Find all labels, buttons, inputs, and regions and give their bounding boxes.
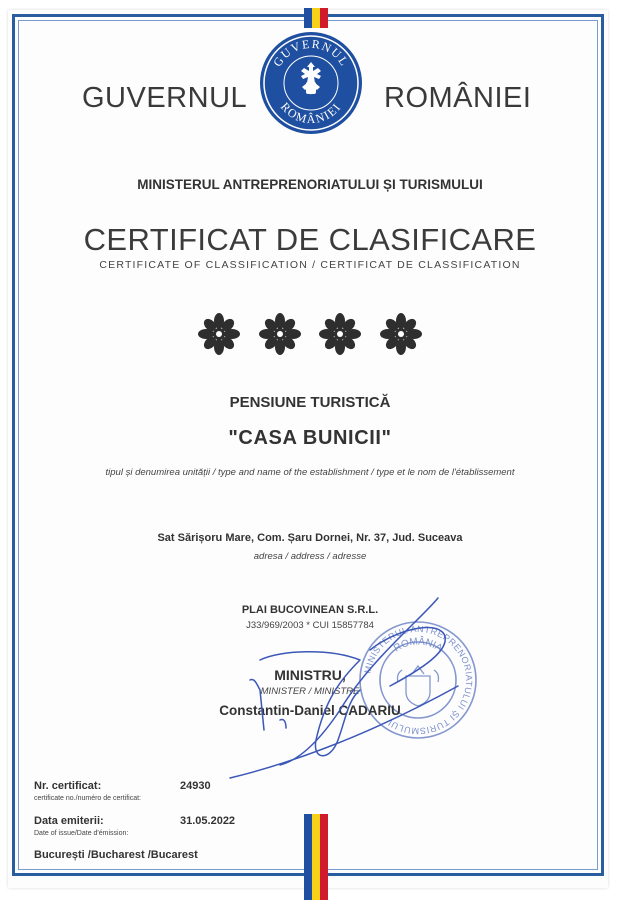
establishment-caption: tipul și denumirea unității / type and name of the establishment / type et le nom de l'établissement — [105, 467, 515, 478]
stamp-country-text: ROMÂNIA — [391, 636, 445, 655]
issue-date-label: Data emiterii: — [34, 815, 104, 827]
header-right-text: ROMÂNIEI — [384, 82, 532, 114]
certificate-title: CERTIFICAT DE CLASIFICARE — [83, 222, 537, 257]
cert-number-caption: certificate no./numéro de certificat: — [34, 795, 141, 802]
flag-ribbon-top — [304, 8, 328, 28]
issue-date-caption: Date of issue/Date d'émission: — [34, 830, 129, 837]
cert-number-value: 24930 — [180, 780, 211, 792]
header-left-text: GUVERNUL — [82, 82, 248, 114]
stamp-ring-text: MINISTERUL ANTREPRENORIATULUI ȘI TURISMULUI — [362, 623, 475, 737]
establishment-name: "CASA BUNICII" — [228, 427, 392, 449]
flag-ribbon-bottom — [304, 814, 328, 900]
minister-name: Constantin-Daniel CADARIU — [219, 703, 401, 718]
minister-title: MINISTRU, — [274, 667, 346, 683]
certificate-subtitle: CERTIFICATE OF CLASSIFICATION / CERTIFICAT DE CLASSIFICATION — [99, 259, 521, 271]
company-registration: J33/969/2003 * CUI 15857784 — [246, 620, 374, 631]
company-name: PLAI BUCOVINEAN S.R.L. — [241, 604, 379, 616]
star-icon — [318, 312, 362, 356]
address-value: Sat Sărișoru Mare, Com. Șaru Dornei, Nr. 37, Jud. Suceava — [157, 532, 463, 544]
minister-caption: MINISTER / MINISTRE — [260, 686, 360, 697]
issue-city: București /Bucharest /Bucarest — [34, 849, 198, 861]
address-caption: adresa / address / adresse — [253, 551, 367, 562]
seal-bottom-text: ROMÂNIEI — [277, 99, 345, 127]
star-icon — [258, 312, 302, 356]
establishment-type: PENSIUNE TURISTICĂ — [229, 394, 391, 411]
cert-number-label: Nr. certificat: — [34, 780, 102, 792]
issue-date-value: 31.05.2022 — [180, 815, 236, 827]
star-icon — [197, 312, 241, 356]
government-seal-icon — [258, 30, 364, 136]
ministry-name: MINISTERUL ANTREPRENORIATULUI ȘI TURISMULUI — [137, 177, 483, 192]
star-icon — [379, 312, 423, 356]
classification-stars — [0, 312, 620, 361]
minister-signature — [220, 590, 460, 790]
seal-top-text: GUVERNUL — [270, 36, 352, 70]
